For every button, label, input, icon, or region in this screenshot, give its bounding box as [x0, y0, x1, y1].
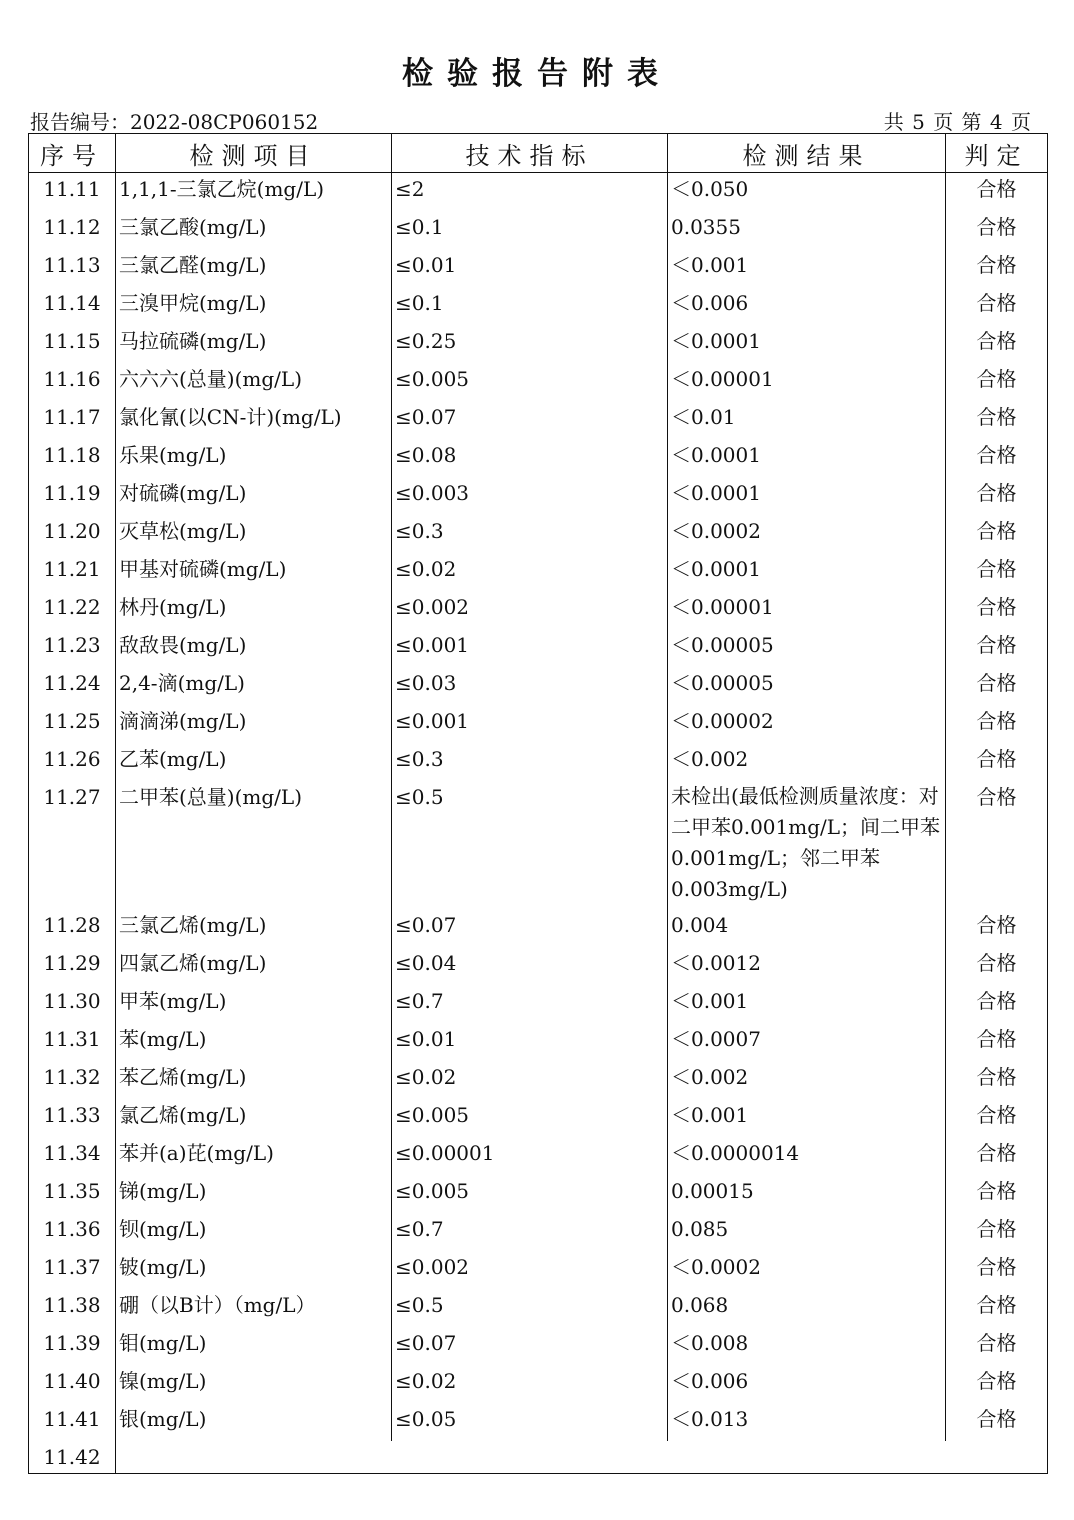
table-row [29, 1327, 1048, 1365]
spec-cell: ≤0.07 [392, 401, 668, 439]
spec-cell: ≤0.08 [392, 439, 668, 477]
table-row [29, 553, 1048, 591]
result-cell: ＜0.006 [668, 1365, 946, 1403]
table-row [29, 743, 1048, 781]
result-cell: ＜0.00002 [668, 705, 946, 743]
verdict-cell: 合格 [946, 1137, 1048, 1175]
test-item-cell: 对硫磷(mg/L) [116, 477, 392, 515]
verdict-cell: 合格 [946, 1327, 1048, 1365]
result-cell: ＜0.00005 [668, 629, 946, 667]
spec-cell: ≤0.002 [392, 1251, 668, 1289]
result-cell: ＜0.0002 [668, 515, 946, 553]
table-row [29, 477, 1048, 515]
verdict-cell: 合格 [946, 439, 1048, 477]
test-item-cell: 硼（以B计）（mg/L） [116, 1289, 392, 1327]
verdict-cell: 合格 [946, 909, 1048, 947]
result-cell: ＜0.01 [668, 401, 946, 439]
table-row [29, 1441, 1048, 1474]
result-cell: ＜0.050 [668, 173, 946, 212]
verdict-cell: 合格 [946, 1213, 1048, 1251]
spec-cell: ≤0.03 [392, 667, 668, 705]
test-item-cell: 钡(mg/L) [116, 1213, 392, 1251]
serial-no-cell: 11.15 [29, 325, 116, 363]
result-cell: ＜0.0001 [668, 325, 946, 363]
test-item-cell: 镍(mg/L) [116, 1365, 392, 1403]
serial-no-cell: 11.37 [29, 1251, 116, 1289]
page-indicator: 共 5 页 第 4 页 [883, 110, 1032, 134]
test-item-cell: 甲基对硫磷(mg/L) [116, 553, 392, 591]
result-cell: 0.00015 [668, 1175, 946, 1213]
serial-no-cell: 11.41 [29, 1403, 116, 1441]
verdict-cell: 合格 [946, 363, 1048, 401]
table-body [29, 173, 1048, 1474]
test-item-cell: 六六六(总量)(mg/L) [116, 363, 392, 401]
serial-no-cell: 11.16 [29, 363, 116, 401]
test-item-cell: 四氯乙烯(mg/L) [116, 947, 392, 985]
header-serial-no: 序号 [29, 134, 116, 173]
verdict-cell: 合格 [946, 1289, 1048, 1327]
report-number: 报告编号：2022-08CP060152 [30, 110, 319, 134]
table-row [29, 325, 1048, 363]
spec-cell: ≤0.5 [392, 1289, 668, 1327]
serial-no-cell: 11.40 [29, 1365, 116, 1403]
test-item-cell: 氯化氰(以CN-计)(mg/L) [116, 401, 392, 439]
test-item-cell: 甲苯(mg/L) [116, 985, 392, 1023]
test-item-cell: 灭草松(mg/L) [116, 515, 392, 553]
test-item-cell: 马拉硫磷(mg/L) [116, 325, 392, 363]
serial-no-cell: 11.35 [29, 1175, 116, 1213]
verdict-cell: 合格 [946, 705, 1048, 743]
spec-cell: ≤2 [392, 173, 668, 212]
table-row [29, 705, 1048, 743]
header-spec: 技术指标 [392, 134, 668, 173]
serial-no-cell: 11.42 [29, 1441, 116, 1474]
test-item-cell: 苯乙烯(mg/L) [116, 1061, 392, 1099]
verdict-cell: 合格 [946, 553, 1048, 591]
table-row [29, 515, 1048, 553]
serial-no-cell: 11.19 [29, 477, 116, 515]
results-table [28, 133, 1048, 1474]
verdict-cell: 合格 [946, 629, 1048, 667]
test-item-cell: 林丹(mg/L) [116, 591, 392, 629]
serial-no-cell: 11.28 [29, 909, 116, 947]
test-item-cell: 三氯乙烯(mg/L) [116, 909, 392, 947]
result-cell: ＜0.0002 [668, 1251, 946, 1289]
result-cell: ＜0.001 [668, 249, 946, 287]
verdict-cell: 合格 [946, 1099, 1048, 1137]
spec-cell: ≤0.001 [392, 705, 668, 743]
serial-no-cell: 11.22 [29, 591, 116, 629]
result-cell: ＜0.00005 [668, 667, 946, 705]
spec-cell: ≤0.07 [392, 909, 668, 947]
serial-no-cell: 11.24 [29, 667, 116, 705]
result-cell: ＜0.001 [668, 1099, 946, 1137]
table-row [29, 781, 1048, 909]
spec-cell: ≤0.005 [392, 1099, 668, 1137]
verdict-cell: 合格 [946, 1365, 1048, 1403]
serial-no-cell: 11.20 [29, 515, 116, 553]
table-row [29, 909, 1048, 947]
spec-cell: ≤0.02 [392, 553, 668, 591]
table-row [29, 1365, 1048, 1403]
table-row [29, 1061, 1048, 1099]
spec-cell: ≤0.005 [392, 1175, 668, 1213]
spec-cell: ≤0.05 [392, 1403, 668, 1441]
verdict-cell: 合格 [946, 211, 1048, 249]
test-item-cell: 铍(mg/L) [116, 1251, 392, 1289]
spec-cell: ≤0.001 [392, 629, 668, 667]
verdict-cell: 合格 [946, 591, 1048, 629]
spec-cell: ≤0.01 [392, 249, 668, 287]
result-cell: ＜0.002 [668, 743, 946, 781]
result-cell: 0.0355 [668, 211, 946, 249]
result-cell: ＜0.0012 [668, 947, 946, 985]
test-item-cell: 滴滴涕(mg/L) [116, 705, 392, 743]
verdict-cell: 合格 [946, 1251, 1048, 1289]
table-row [29, 947, 1048, 985]
table-row [29, 1175, 1048, 1213]
table-row [29, 439, 1048, 477]
result-cell: 0.068 [668, 1289, 946, 1327]
table-row [29, 667, 1048, 705]
spec-cell: ≤0.1 [392, 211, 668, 249]
verdict-cell: 合格 [946, 173, 1048, 212]
header-test-item: 检测项目 [116, 134, 392, 173]
serial-no-cell: 11.13 [29, 249, 116, 287]
test-item-cell: 三氯乙醛(mg/L) [116, 249, 392, 287]
test-item-cell: 敌敌畏(mg/L) [116, 629, 392, 667]
table-row [29, 1403, 1048, 1441]
verdict-cell: 合格 [946, 1175, 1048, 1213]
serial-no-cell: 11.39 [29, 1327, 116, 1365]
verdict-cell: 合格 [946, 249, 1048, 287]
result-cell: ＜0.00001 [668, 363, 946, 401]
spec-cell: ≤0.3 [392, 743, 668, 781]
test-item-cell: 二甲苯(总量)(mg/L) [116, 781, 392, 909]
verdict-cell: 合格 [946, 1061, 1048, 1099]
result-cell: ＜0.006 [668, 287, 946, 325]
result-cell: ＜0.0001 [668, 553, 946, 591]
verdict-cell: 合格 [946, 287, 1048, 325]
spec-cell: ≤0.7 [392, 985, 668, 1023]
verdict-cell: 合格 [946, 477, 1048, 515]
spec-cell: ≤0.04 [392, 947, 668, 985]
report-title: 检验报告附表 [402, 56, 672, 92]
serial-no-cell: 11.14 [29, 287, 116, 325]
result-cell: ＜0.013 [668, 1403, 946, 1441]
result-cell: 0.085 [668, 1213, 946, 1251]
table-row [29, 363, 1048, 401]
spec-cell: ≤0.25 [392, 325, 668, 363]
spec-cell: ≤0.005 [392, 363, 668, 401]
spec-cell: ≤0.3 [392, 515, 668, 553]
serial-no-cell: 11.23 [29, 629, 116, 667]
table-row [29, 1137, 1048, 1175]
test-item-cell: 1,1,1-三氯乙烷(mg/L) [116, 173, 392, 212]
serial-no-cell: 11.27 [29, 781, 116, 909]
table-row [29, 1099, 1048, 1137]
serial-no-cell: 11.36 [29, 1213, 116, 1251]
spec-cell: ≤0.5 [392, 781, 668, 909]
result-cell: ＜0.0001 [668, 477, 946, 515]
test-item-cell: 乙苯(mg/L) [116, 743, 392, 781]
table-row [29, 629, 1048, 667]
result-cell: 未检出(最低检测质量浓度：对二甲苯0.001mg/L；间二甲苯0.001mg/L；邻二甲苯0.003mg/L) [668, 781, 946, 909]
header-result: 检测结果 [668, 134, 946, 173]
verdict-cell: 合格 [946, 743, 1048, 781]
test-item-cell: 苯并(a)芘(mg/L) [116, 1137, 392, 1175]
serial-no-cell: 11.32 [29, 1061, 116, 1099]
test-item-cell: 银(mg/L) [116, 1403, 392, 1441]
test-item-cell: 钼(mg/L) [116, 1327, 392, 1365]
spec-cell: ≤0.02 [392, 1061, 668, 1099]
table-row [29, 591, 1048, 629]
result-cell: ＜0.0001 [668, 439, 946, 477]
table-row [29, 985, 1048, 1023]
verdict-cell: 合格 [946, 985, 1048, 1023]
verdict-cell: 合格 [946, 781, 1048, 909]
table-row [29, 173, 1048, 212]
table-row [29, 1289, 1048, 1327]
verdict-cell: 合格 [946, 515, 1048, 553]
table-row [29, 211, 1048, 249]
serial-no-cell: 11.34 [29, 1137, 116, 1175]
spec-cell: ≤0.02 [392, 1365, 668, 1403]
serial-no-cell: 11.26 [29, 743, 116, 781]
table-row [29, 287, 1048, 325]
spec-cell: ≤0.07 [392, 1327, 668, 1365]
serial-no-cell: 11.21 [29, 553, 116, 591]
empty-cell [116, 1441, 1048, 1474]
verdict-cell: 合格 [946, 1403, 1048, 1441]
serial-no-cell: 11.31 [29, 1023, 116, 1061]
result-cell: ＜0.008 [668, 1327, 946, 1365]
result-cell: 0.004 [668, 909, 946, 947]
verdict-cell: 合格 [946, 1023, 1048, 1061]
serial-no-cell: 11.18 [29, 439, 116, 477]
serial-no-cell: 11.30 [29, 985, 116, 1023]
serial-no-cell: 11.11 [29, 173, 116, 212]
serial-no-cell: 11.33 [29, 1099, 116, 1137]
result-cell: ＜0.002 [668, 1061, 946, 1099]
verdict-cell: 合格 [946, 325, 1048, 363]
result-cell: ＜0.00001 [668, 591, 946, 629]
spec-cell: ≤0.002 [392, 591, 668, 629]
test-item-cell: 三氯乙酸(mg/L) [116, 211, 392, 249]
verdict-cell: 合格 [946, 947, 1048, 985]
table-row [29, 401, 1048, 439]
test-item-cell: 苯(mg/L) [116, 1023, 392, 1061]
test-item-cell: 2,4-滴(mg/L) [116, 667, 392, 705]
spec-cell: ≤0.1 [392, 287, 668, 325]
serial-no-cell: 11.25 [29, 705, 116, 743]
serial-no-cell: 11.38 [29, 1289, 116, 1327]
test-item-cell: 氯乙烯(mg/L) [116, 1099, 392, 1137]
serial-no-cell: 11.29 [29, 947, 116, 985]
result-cell: ＜0.0007 [668, 1023, 946, 1061]
result-cell: ＜0.0000014 [668, 1137, 946, 1175]
test-item-cell: 乐果(mg/L) [116, 439, 392, 477]
table-header-row [29, 134, 1048, 173]
table-row [29, 1251, 1048, 1289]
serial-no-cell: 11.17 [29, 401, 116, 439]
table-row [29, 249, 1048, 287]
spec-cell: ≤0.7 [392, 1213, 668, 1251]
spec-cell: ≤0.003 [392, 477, 668, 515]
table-row [29, 1213, 1048, 1251]
serial-no-cell: 11.12 [29, 211, 116, 249]
table-row [29, 1023, 1048, 1061]
verdict-cell: 合格 [946, 667, 1048, 705]
header-verdict: 判定 [946, 134, 1048, 173]
result-cell: ＜0.001 [668, 985, 946, 1023]
spec-cell: ≤0.00001 [392, 1137, 668, 1175]
test-item-cell: 锑(mg/L) [116, 1175, 392, 1213]
verdict-cell: 合格 [946, 401, 1048, 439]
test-item-cell: 三溴甲烷(mg/L) [116, 287, 392, 325]
spec-cell: ≤0.01 [392, 1023, 668, 1061]
